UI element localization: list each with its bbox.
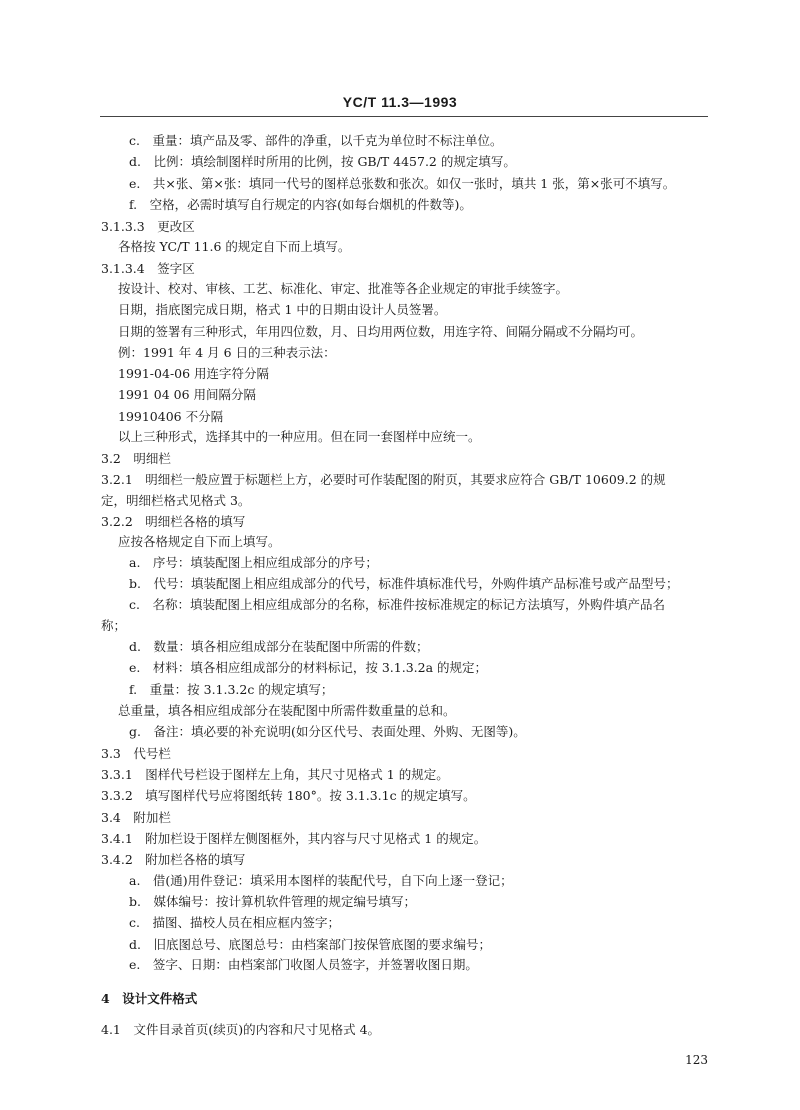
body-line: e. 签字、日期：由档案部门收图人员签字，并签署收图日期。 bbox=[129, 957, 478, 972]
section-heading: 3.4 附加栏 bbox=[101, 810, 171, 825]
body-line: a. 序号：填装配图上相应组成部分的序号； bbox=[129, 555, 378, 570]
body-line: 1991-04-06 用连字符分隔 bbox=[118, 366, 270, 381]
body-line: 日期，指底图完成日期，格式 1 中的日期由设计人员签署。 bbox=[118, 302, 447, 317]
body-line: c. 名称：填装配图上相应组成部分的名称，标准件按标准规定的标记方法填写，外购件填产品名 bbox=[129, 597, 665, 612]
body-line: 19910406 不分隔 bbox=[118, 409, 224, 424]
section-heading: 3.2.1 明细栏一般应置于标题栏上方，必要时可作装配图的附页，其要求应符合 GB/T 10609.2 的规 bbox=[101, 472, 666, 487]
section-heading: 3.4.2 附加栏各格的填写 bbox=[101, 852, 246, 867]
body-line: 各格按 YC/T 11.6 的规定自下而上填写。 bbox=[118, 239, 351, 254]
body-line: c. 重量：填产品及零、部件的净重，以千克为单位时不标注单位。 bbox=[129, 133, 503, 148]
body-line: 按设计、校对、审核、工艺、标准化、审定、批准等各企业规定的审批手续签字。 bbox=[118, 281, 569, 296]
body-line: b. 代号：填装配图上相应组成部分的代号，标准件填标准代号，外购件填产品标准号或产品型号； bbox=[129, 576, 679, 591]
body-line: 日期的签署有三种形式，年用四位数，月、日均用两位数，用连字符、间隔分隔或不分隔均可。 bbox=[118, 324, 644, 339]
section-heading: 4.1 文件目录首页(续页)的内容和尺寸见格式 4。 bbox=[101, 1022, 381, 1037]
body-line: a. 借(通)用件登记：填采用本图样的装配代号，自下向上逐一登记； bbox=[129, 873, 513, 888]
section-heading: 3.3.2 填写图样代号应将图纸转 180°。按 3.1.3.1c 的规定填写。 bbox=[101, 788, 476, 803]
body-line: d. 数量：填各相应组成部分在装配图中所需的件数； bbox=[129, 639, 429, 654]
body-line: f. 重量：按 3.1.3.2c 的规定填写； bbox=[129, 682, 334, 697]
page-header: YC/T 11.3—1993 bbox=[342, 94, 458, 110]
body-line: g. 备注：填必要的补充说明(如分区代号、表面处理、外购、无图等)。 bbox=[129, 724, 526, 739]
body-line: 定，明细栏格式见格式 3。 bbox=[101, 493, 251, 508]
body-line: d. 比例：填绘制图样时所用的比例，按 GB/T 4457.2 的规定填写。 bbox=[129, 154, 516, 169]
body-line: b. 媒体编号：按计算机软件管理的规定编号填写； bbox=[129, 894, 416, 909]
body-line: 以上三种形式，选择其中的一种应用。但在同一套图样中应统一。 bbox=[118, 429, 481, 444]
section-heading: 3.2 明细栏 bbox=[101, 451, 171, 466]
page-number: 123 bbox=[685, 1053, 708, 1067]
body-line: 1991 04 06 用间隔分隔 bbox=[118, 387, 257, 402]
body-line: 总重量，填各相应组成部分在装配图中所需件数重量的总和。 bbox=[118, 703, 456, 718]
section-heading: 3.1.3.3 更改区 bbox=[101, 219, 195, 234]
body-line: d. 旧底图总号、底图总号：由档案部门按保管底图的要求编号； bbox=[129, 937, 491, 952]
section-heading: 4 设计文件格式 bbox=[101, 991, 198, 1006]
section-heading: 3.4.1 附加栏设于图样左侧图框外，其内容与尺寸见格式 1 的规定。 bbox=[101, 831, 487, 846]
body-line: e. 材料：填各相应组成部分的材料标记，按 3.1.3.2a 的规定； bbox=[129, 660, 488, 675]
body-line: c. 描图、描校人员在相应框内签字； bbox=[129, 915, 340, 930]
section-heading: 3.3.1 图样代号栏设于图样左上角，其尺寸见格式 1 的规定。 bbox=[101, 767, 449, 782]
section-heading: 3.1.3.4 签字区 bbox=[101, 261, 195, 276]
body-line: f. 空格，必需时填写自行规定的内容(如每台烟机的件数等)。 bbox=[129, 197, 472, 212]
section-heading: 3.3 代号栏 bbox=[101, 746, 171, 761]
section-heading: 3.2.2 明细栏各格的填写 bbox=[101, 514, 246, 529]
body-line: 例：1991 年 4 月 6 日的三种表示法： bbox=[118, 345, 336, 360]
body-line: 应按各格规定自下而上填写。 bbox=[118, 534, 281, 549]
body-line: e. 共×张、第×张：填同一代号的图样总张数和张次。如仅一张时，填共 1 张，第×张可不填写。 bbox=[129, 176, 676, 191]
body-line: 称； bbox=[101, 618, 127, 633]
